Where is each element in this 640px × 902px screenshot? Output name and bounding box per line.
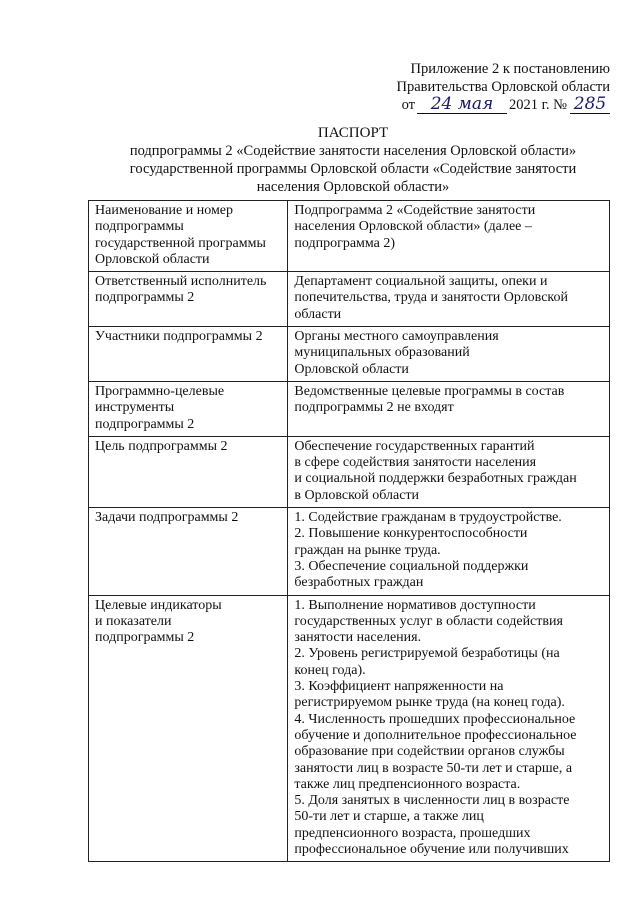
row-value: 1. Выполнение нормативов доступности государственных услуг в области содействия занятости населения. 2. Уровень регистрируемой безработицы (на конец года). 3. Коэффициент напряженности на регистрируемом рынке труда (на конец года). 4. Численность прошедших профессиональное обучение и дополнительное профессиональное образование при содействии органов службы занятости лиц в возрасте 50-ти лет и старше, а также лиц предпенсионного возраста. 5. Доля занятых в численности лиц в возрасте 50-ти лет и старше, а также лиц предпенсионного возраста, прошедших профессиональное обучение или получивших [288, 595, 610, 862]
row-value: Ведомственные целевые программы в состав подпрограммы 2 не входят [288, 381, 610, 436]
row-value: Обеспечение государственных гарантий в сфере содействия занятости населения и социальной поддержки безработных граждан в Орловской области [288, 436, 610, 507]
row-label: Ответственный исполнитель подпрограммы 2 [89, 272, 288, 327]
appendix-line-1: Приложение 2 к постановлению [410, 61, 610, 77]
row-value: Органы местного самоуправления муниципальных образований Орловской области [288, 327, 610, 382]
title-line-3: населения Орловской области» [256, 179, 450, 195]
handwritten-date: 24 мая [417, 96, 507, 114]
table-row [89, 381, 610, 436]
table-row [89, 508, 610, 595]
title-main: ПАСПОРТ [317, 125, 389, 141]
from-prefix: от [401, 97, 415, 113]
table-row [89, 272, 610, 327]
table-row [89, 201, 610, 272]
appendix-header [360, 60, 610, 114]
row-value: Подпрограмма 2 «Содействие занятости населения Орловской области» (далее – подпрограмма 2) [288, 201, 610, 272]
title-line-1: подпрограммы 2 «Содействие занятости населения Орловской области» [129, 143, 577, 159]
table-row [89, 595, 610, 862]
table-row [89, 436, 610, 507]
year-text: 2021 г. № [508, 97, 567, 113]
resolution-date-line [360, 96, 610, 114]
table-row [89, 327, 610, 382]
row-label: Цель подпрограммы 2 [89, 436, 288, 507]
handwritten-number: 285 [570, 96, 610, 114]
row-label: Наименование и номер подпрограммы государственной программы Орловской области [89, 201, 288, 272]
row-label: Участники подпрограммы 2 [89, 327, 288, 382]
row-label: Целевые индикаторы и показатели подпрограммы 2 [89, 595, 288, 862]
document-title [88, 124, 618, 196]
row-label: Задачи подпрограммы 2 [89, 508, 288, 595]
appendix-line-2: Правительства Орловской области [396, 79, 610, 95]
title-line-2: государственной программы Орловской области «Содействие занятости [129, 161, 577, 177]
passport-table [88, 200, 610, 862]
row-label: Программно-целевые инструменты подпрограммы 2 [89, 381, 288, 436]
row-value: Департамент социальной защиты, опеки и попечительства, труда и занятости Орловской области [288, 272, 610, 327]
row-value: 1. Содействие гражданам в трудоустройстве. 2. Повышение конкурентоспособности граждан на рынке труда. 3. Обеспечение социальной поддержки безработных граждан [288, 508, 610, 595]
